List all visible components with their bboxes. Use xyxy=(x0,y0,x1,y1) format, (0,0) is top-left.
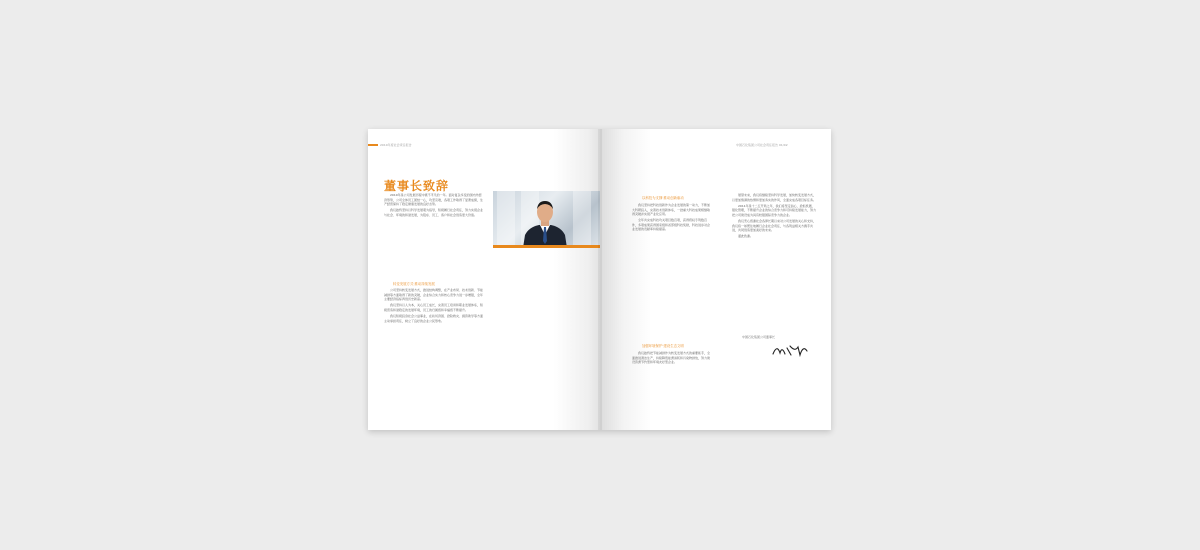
chairman-photo xyxy=(493,191,600,248)
closing-text-block xyxy=(732,193,817,240)
intro-text-block xyxy=(384,193,484,219)
right-page xyxy=(600,129,831,430)
section-heading: 转变发展方式·推动持续发展 xyxy=(393,282,435,286)
paragraph: 我们衷心感谢社会各界长期以来对公司发展的关心和支持，我们将一如既往地履行企业社会责任，与各利益相关方携手共进，共同创造更加美好的未来。 xyxy=(732,218,817,233)
paragraph: 我们坚持把科技创新作为企业发展的第一动力，不断加大科研投入，完善技术创新体系，一批重大科技成果相继取得突破并实现产业化应用。 xyxy=(632,203,711,217)
portrait-illustration xyxy=(493,191,600,248)
left-page xyxy=(368,129,600,430)
header-accent-bar xyxy=(368,144,378,146)
paragraph: 谨此致谢。 xyxy=(738,234,754,239)
brochure-spread xyxy=(368,129,831,430)
photo-accent-line xyxy=(493,245,600,248)
section1-text-block xyxy=(384,288,484,325)
section2-text-block xyxy=(632,203,712,234)
paragraph: 展望未来，我们将继续坚持科学发展，加快转变发展方式，以更加饱满的热情和更加务实的作风，全面完成各项目标任务。 xyxy=(732,193,817,202)
paragraph: 我们始终把节能减排作为转变发展方式的重要抓手，全面推进清洁生产，持续降低能源消耗和污染物排放，努力建设资源节约型和环境友好型企业。 xyxy=(632,351,711,365)
left-header-text: 2010年度社会责任报告 xyxy=(380,143,412,147)
section3-text-block xyxy=(632,351,712,366)
paragraph: 2010年是公司发展历程中极不平凡的一年。面对复杂多变的国内外经济形势，公司全体员工团结一心，攻坚克难，各项工作取得了显著成绩，生产经营保持了稳定健康发展的良好态势。 xyxy=(384,193,484,207)
right-header-text: 中国石化集团公司社会责任报告 01/02 xyxy=(736,143,788,147)
signature-label: 中国石化集团公司董事长 xyxy=(742,335,776,339)
paragraph: 我们始终坚持以科学发展观为指导，积极履行社会责任，努力实现企业与社会、环境的和谐发展，为股东、员工、客户和社会创造更大价值。 xyxy=(384,208,484,217)
paragraph: 我们坚持以人为本，关心员工成长，完善员工培训和职业发展体系，积极营造和谐稳定的发展环境，员工的归属感和幸福感不断提升。 xyxy=(384,303,484,312)
paragraph: 2011年是十二五开局之年，我们将坚定信心，抢抓机遇，强化管理，不断提升企业的综合竞争力和可持续发展能力，努力把公司建设成为具有较强国际竞争力的企业。 xyxy=(732,203,817,217)
paragraph: 公司坚持转变发展方式，推进结构调整，在产业布局、技术创新、节能减排等方面取得了新的突破，企业综合实力和核心竞争力进一步增强，全年主要经济指标再创历史新高。 xyxy=(384,288,484,302)
page-title: 董事长致辞 xyxy=(384,179,450,193)
paragraph: 我们积极投身社会公益事业，在扶贫济困、抢险救灾、捐资助学等方面主动承担责任，树立了良好的企业公民形象。 xyxy=(384,313,484,323)
handwritten-signature xyxy=(771,342,811,358)
paragraph: 全年共完成科技攻关项目数百项，获得授权专利数百件，多项成果获得国家级和省部级科技奖励，科技进步对企业发展的贡献率持续提高。 xyxy=(632,218,711,232)
section-heading: 加强环境保护·建设生态文明 xyxy=(642,344,684,348)
section-heading: 以科技为支撑·推动创新驱动 xyxy=(642,196,684,200)
gutter-shadow xyxy=(598,129,602,430)
